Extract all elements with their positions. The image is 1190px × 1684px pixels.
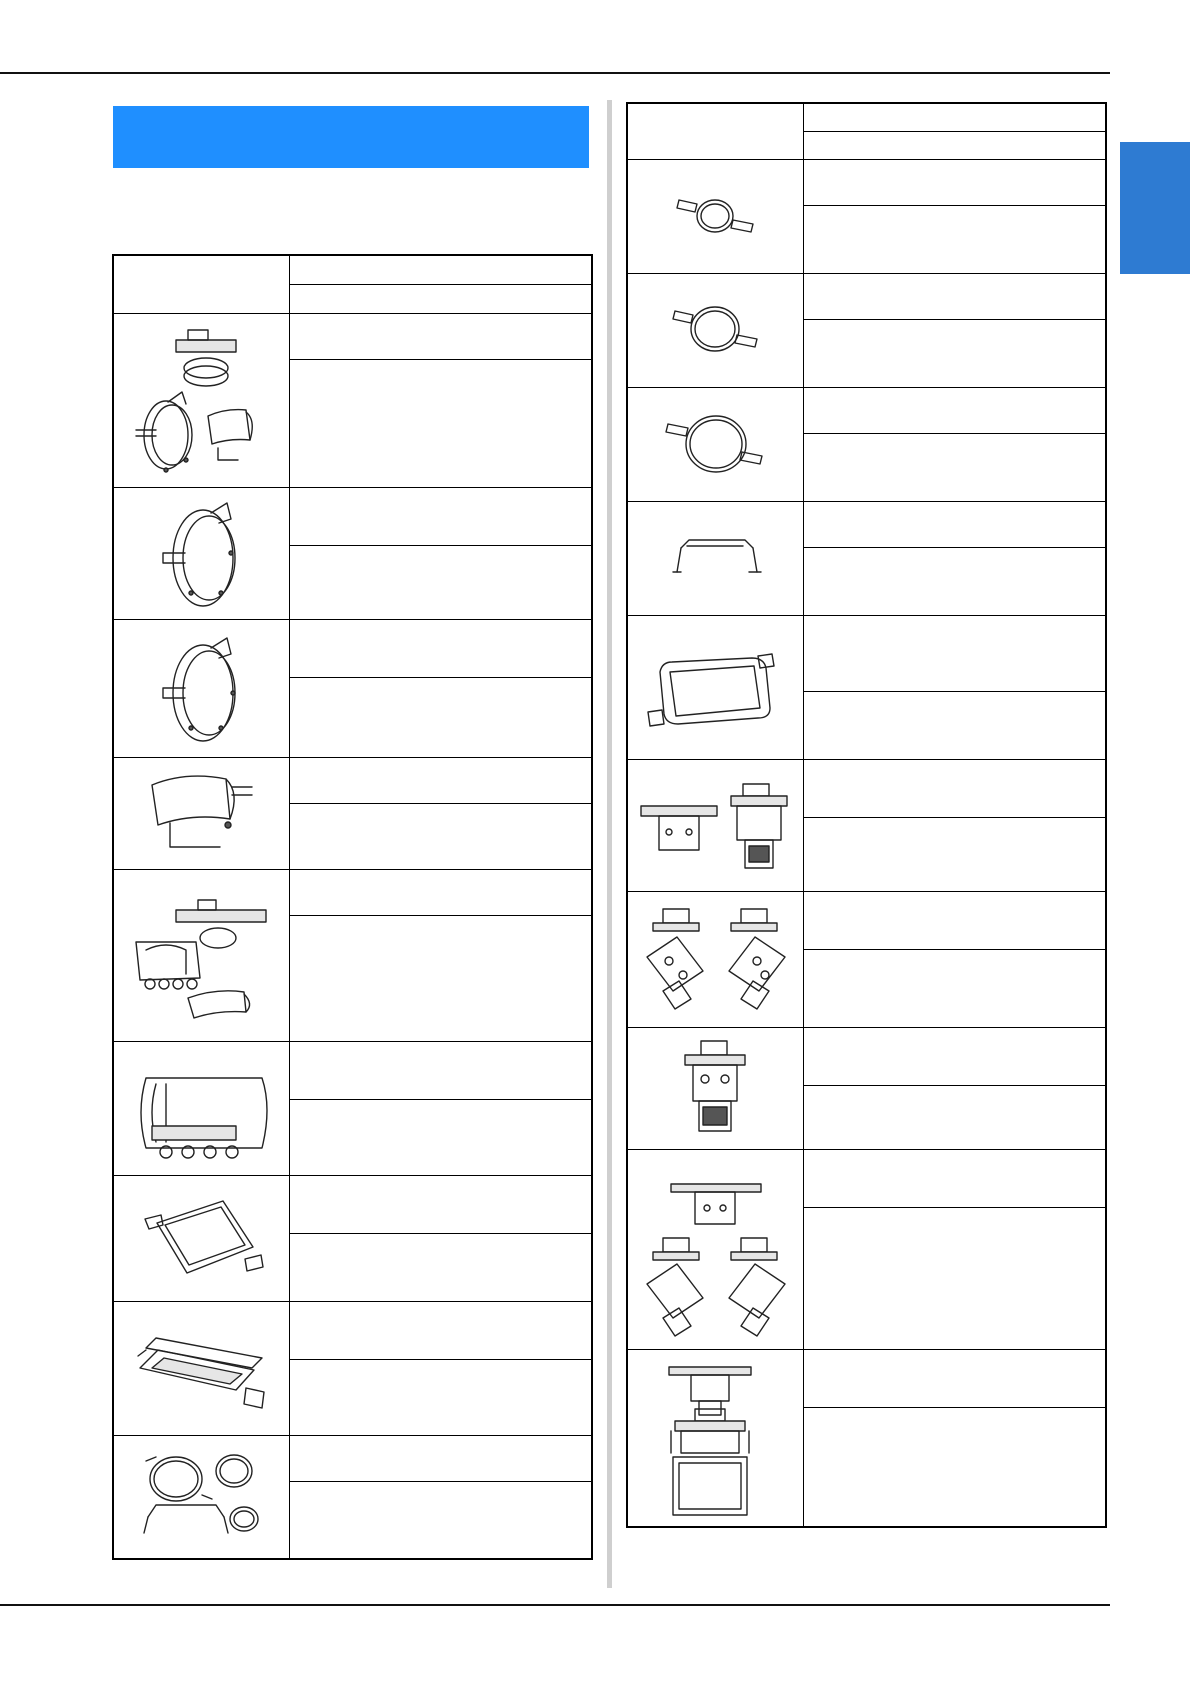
table-row bbox=[113, 1435, 592, 1481]
hoop-image-cell bbox=[113, 487, 289, 619]
header-name-cell bbox=[289, 255, 592, 284]
hoop-name-cell bbox=[803, 387, 1106, 433]
round-frame-set-icon bbox=[126, 1447, 276, 1547]
hoop-image-cell bbox=[113, 869, 289, 1041]
table-row bbox=[627, 501, 1106, 547]
hoop-table-left bbox=[112, 254, 593, 1560]
table-row bbox=[113, 1041, 592, 1099]
hoop-image-cell bbox=[627, 1149, 803, 1349]
hoop-name-cell bbox=[289, 1041, 592, 1099]
hoop-name-cell bbox=[289, 487, 592, 545]
hoop-name-cell bbox=[289, 869, 592, 915]
table-row bbox=[113, 1175, 592, 1233]
large-round-frame-icon bbox=[660, 404, 770, 484]
column-divider bbox=[607, 100, 612, 1588]
table-row bbox=[113, 619, 592, 677]
hoop-name-cell bbox=[289, 1435, 592, 1481]
hoop-name-cell bbox=[803, 1349, 1106, 1407]
medium-round-frame-icon bbox=[665, 295, 765, 365]
hoop-detail-cell bbox=[803, 205, 1106, 273]
table-row bbox=[113, 313, 592, 359]
hoop-detail-cell bbox=[289, 915, 592, 1041]
chapter-side-tab bbox=[1120, 142, 1190, 274]
hoop-name-cell bbox=[289, 619, 592, 677]
header-image-cell bbox=[627, 103, 803, 159]
section-heading-bar bbox=[113, 106, 589, 168]
table-row bbox=[627, 273, 1106, 319]
header-image-cell bbox=[113, 255, 289, 313]
hoop-name-cell bbox=[803, 501, 1106, 547]
hoop-name-cell bbox=[803, 1149, 1106, 1207]
hoop-image-cell bbox=[627, 501, 803, 615]
cap-frame-icon bbox=[141, 493, 261, 613]
header-name-cell bbox=[803, 103, 1106, 131]
hoop-image-cell bbox=[627, 159, 803, 273]
hoop-detail-cell bbox=[289, 803, 592, 869]
clamp-frame-pair-icon bbox=[633, 899, 798, 1019]
clamp-frame-set-icon bbox=[633, 1154, 798, 1344]
table-row bbox=[113, 1301, 592, 1359]
hoop-image-cell bbox=[113, 313, 289, 487]
small-round-frame-icon bbox=[665, 186, 765, 246]
hoop-detail-cell bbox=[803, 1407, 1106, 1527]
hoop-image-cell bbox=[113, 757, 289, 869]
cap-frame-set-icon bbox=[126, 320, 276, 480]
hoop-image-cell bbox=[113, 1435, 289, 1559]
cylinder-frame-icon bbox=[136, 763, 266, 863]
header-rule bbox=[0, 72, 1110, 74]
hoop-image-cell bbox=[627, 273, 803, 387]
hoop-detail-cell bbox=[289, 359, 592, 487]
hoop-detail-cell bbox=[803, 1085, 1106, 1149]
table-row bbox=[627, 159, 1106, 205]
hoop-detail-cell bbox=[803, 817, 1106, 891]
hoop-detail-cell bbox=[289, 545, 592, 619]
border-frame-icon bbox=[126, 1308, 276, 1428]
header-area-cell bbox=[803, 131, 1106, 159]
hoop-image-cell bbox=[627, 387, 803, 501]
table-row bbox=[113, 869, 592, 915]
table-row bbox=[113, 757, 592, 803]
footer-rule bbox=[0, 1604, 1110, 1606]
table-row bbox=[113, 487, 592, 545]
table-row bbox=[627, 891, 1106, 949]
hoop-name-cell bbox=[289, 757, 592, 803]
hoop-detail-cell bbox=[803, 547, 1106, 615]
hoop-name-cell bbox=[803, 159, 1106, 205]
hoop-image-cell bbox=[113, 619, 289, 757]
header-area-cell bbox=[289, 284, 592, 313]
hoop-name-cell bbox=[803, 273, 1106, 319]
table-row bbox=[627, 615, 1106, 691]
wide-cap-frame-icon bbox=[126, 1048, 276, 1168]
hoop-image-cell bbox=[627, 759, 803, 891]
flat-frame-clamp-icon bbox=[655, 1353, 775, 1523]
tubular-frame-arm-icon bbox=[665, 528, 765, 588]
hoop-image-cell bbox=[113, 1175, 289, 1301]
hoop-image-cell bbox=[627, 615, 803, 759]
hoop-name-cell bbox=[803, 891, 1106, 949]
hoop-detail-cell bbox=[803, 1207, 1106, 1349]
table-row bbox=[627, 1349, 1106, 1407]
hoop-detail-cell bbox=[289, 1233, 592, 1301]
clamp-frame-single-icon bbox=[665, 1033, 765, 1143]
hoop-image-cell bbox=[627, 891, 803, 1027]
table-row bbox=[627, 387, 1106, 433]
rectangular-frame-icon bbox=[131, 1183, 271, 1293]
hoop-detail-cell bbox=[803, 691, 1106, 759]
hoop-table-right bbox=[626, 102, 1107, 1528]
cap-frame-wide-icon bbox=[141, 628, 261, 748]
table-row bbox=[627, 1149, 1106, 1207]
hoop-detail-cell bbox=[803, 319, 1106, 387]
clamp-frame-kit-icon bbox=[633, 770, 798, 880]
hoop-detail-cell bbox=[289, 1099, 592, 1175]
hoop-detail-cell bbox=[289, 1359, 592, 1435]
hoop-name-cell bbox=[803, 1027, 1106, 1085]
hoop-detail-cell bbox=[803, 433, 1106, 501]
table-row bbox=[627, 759, 1106, 817]
hoop-detail-cell bbox=[289, 677, 592, 757]
hoop-image-cell bbox=[113, 1301, 289, 1435]
hoop-image-cell bbox=[627, 1349, 803, 1527]
wide-cap-frame-set-icon bbox=[126, 880, 276, 1030]
jumbo-frame-icon bbox=[640, 632, 790, 742]
hoop-name-cell bbox=[289, 1175, 592, 1233]
hoop-detail-cell bbox=[289, 1481, 592, 1559]
hoop-name-cell bbox=[803, 759, 1106, 817]
hoop-image-cell bbox=[627, 1027, 803, 1149]
hoop-image-cell bbox=[113, 1041, 289, 1175]
hoop-name-cell bbox=[289, 313, 592, 359]
hoop-name-cell bbox=[803, 615, 1106, 691]
hoop-detail-cell bbox=[803, 949, 1106, 1027]
hoop-name-cell bbox=[289, 1301, 592, 1359]
table-row bbox=[627, 1027, 1106, 1085]
